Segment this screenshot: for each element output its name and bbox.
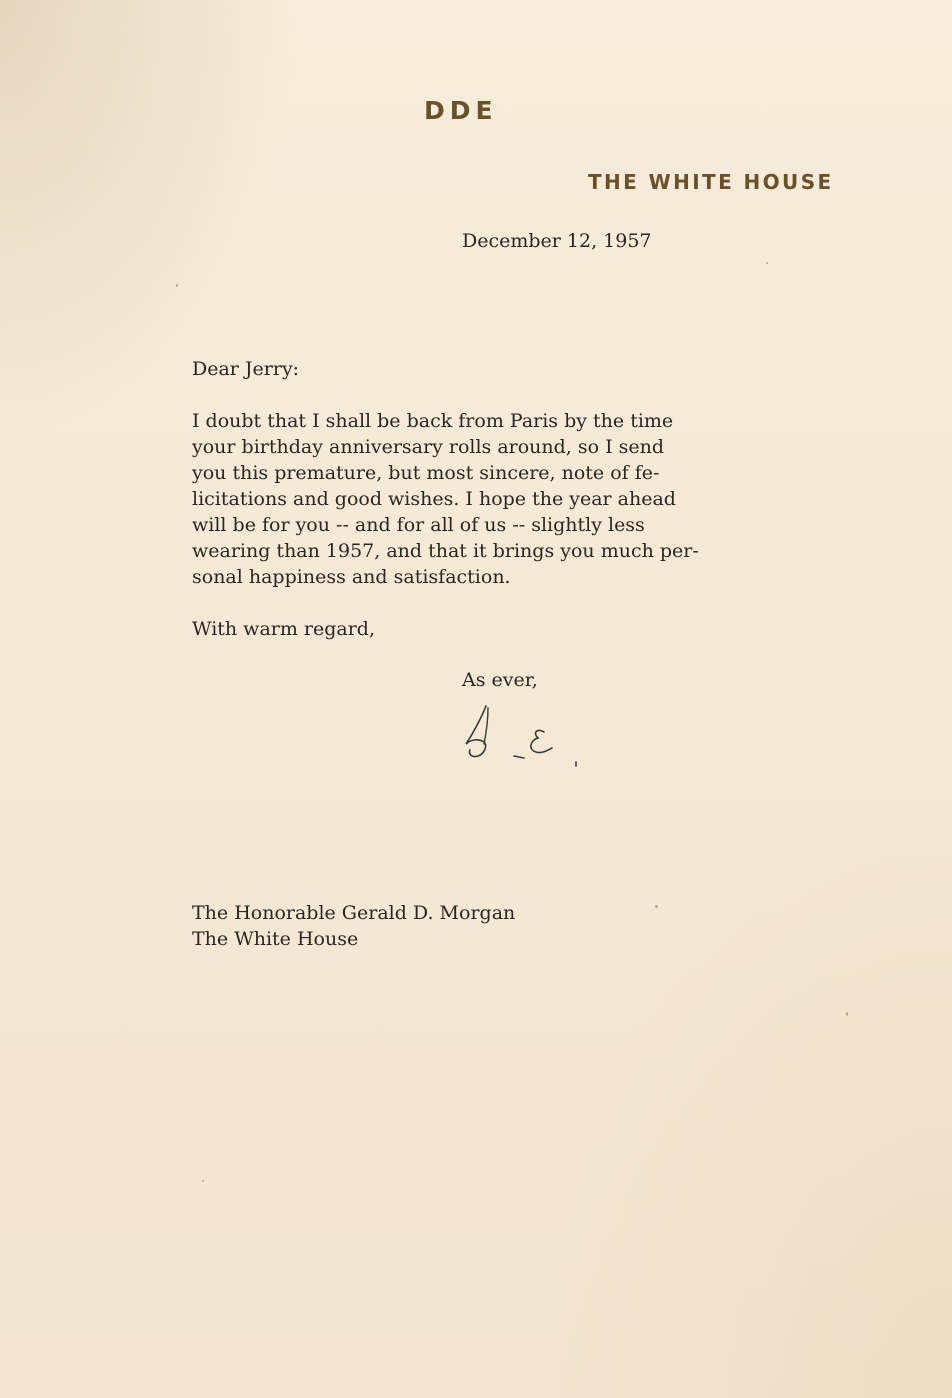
- paper-speck: [176, 284, 178, 287]
- body-line: licitations and good wishes. I hope the year ahead: [192, 488, 676, 510]
- letter-date: December 12, 1957: [462, 230, 652, 252]
- paper-speck: [655, 905, 658, 908]
- body-line: I doubt that I shall be back from Paris by the time: [192, 410, 674, 432]
- closing: With warm regard,: [192, 618, 376, 640]
- body-line: sonal happiness and satisfaction.: [192, 566, 511, 588]
- paper-speck: [766, 262, 768, 264]
- addressee-line: The Honorable Gerald D. Morgan: [192, 902, 516, 924]
- body-line: wearing than 1957, and that it brings you much per-: [192, 540, 699, 562]
- letter-body: [192, 408, 699, 590]
- body-line: your birthday anniversary rolls around, so I send: [192, 436, 665, 458]
- body-line: you this premature, but most sincere, note of fe-: [192, 462, 660, 484]
- letterhead-monogram: DDE: [424, 96, 498, 125]
- addressee-block: [192, 900, 515, 952]
- sign-off: As ever,: [462, 669, 538, 691]
- addressee-line: The White House: [192, 928, 359, 950]
- salutation: Dear Jerry:: [192, 358, 300, 380]
- body-line: will be for you -- and for all of us -- slightly less: [192, 514, 645, 536]
- letterhead-office: THE WHITE HOUSE: [588, 170, 834, 194]
- paper-speck: [846, 1012, 848, 1016]
- paper-speck: [202, 1180, 204, 1182]
- signature: [458, 694, 588, 774]
